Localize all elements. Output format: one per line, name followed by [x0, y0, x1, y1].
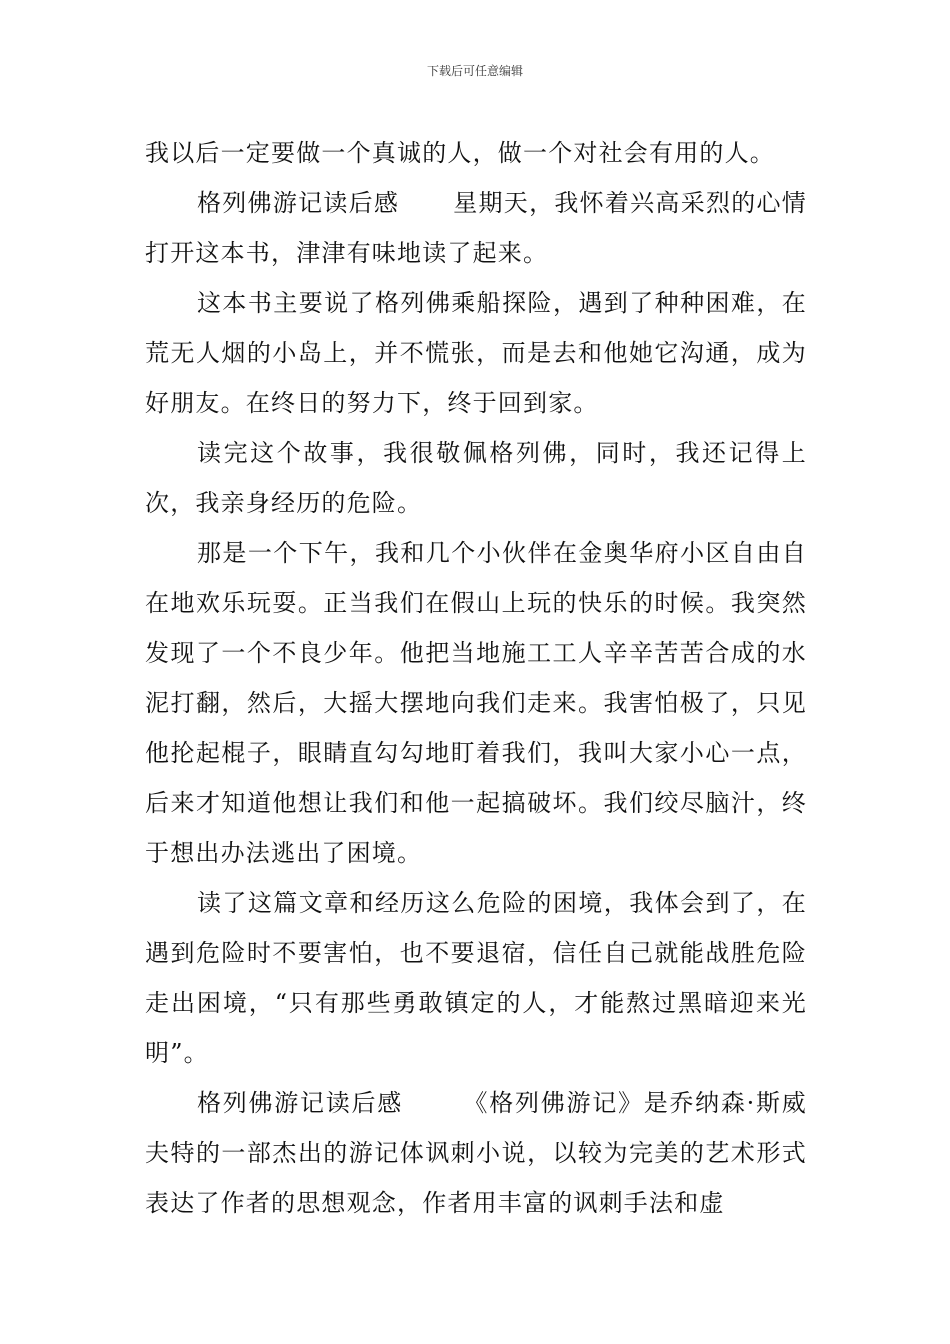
document-body	[145, 128, 807, 1228]
paragraph-4: 读完这个故事，我很敬佩格列佛，同时，我还记得上次，我亲身经历的危险。	[145, 439, 807, 517]
paragraph-3: 这本书主要说了格列佛乘船探险，遇到了种种困难，在荒无人烟的小岛上，并不慌张，而是去和他她它沟通，成为好朋友。在终日的努力下，终于回到家。	[145, 289, 807, 417]
paragraph-2-text: 星期天，我怀着兴高采烈的心情打开这本书，津津有味地读了起来。	[145, 189, 807, 267]
paragraph-6: 读了这篇文章和经历这么危险的困境，我体会到了，在遇到危险时不要害怕，也不要退宿，信任自己就能战胜危险走出困境，“只有那些勇敢镇定的人，才能熬过黑暗迎来光明”。	[145, 889, 807, 1067]
section-title: 格列佛游记读后感	[197, 189, 400, 217]
page-header: 下载后可任意编辑	[426, 64, 523, 78]
paragraph-7	[145, 1078, 807, 1228]
section-title: 格列佛游记读后感	[197, 1089, 403, 1117]
paragraph-1: 我以后一定要做一个真诚的人，做一个对社会有用的人。	[145, 139, 775, 167]
paragraph-7-text: 《格列佛游记》是乔纳森·斯威夫特的一部杰出的游记体讽刺小说，以较为完美的艺术形式表达了作者的思想观念，作者用丰富的讽刺手法和虚	[145, 1089, 807, 1217]
paragraph-5: 那是一个下午，我和几个小伙伴在金奥华府小区自由自在地欢乐玩耍。正当我们在假山上玩的快乐的时候。我突然发现了一个不良少年。他把当地施工工人辛辛苦苦合成的水泥打翻，然后，大摇大摆地向我们走来。我害怕极了，只见他抡起棍子，眼睛直勾勾地盯着我们，我叫大家小心一点，后来才知道他想让我们和他一起搞破坏。我们绞尽脑汁，终于想出办法逃出了困境。	[145, 539, 807, 867]
paragraph-2	[145, 178, 807, 278]
